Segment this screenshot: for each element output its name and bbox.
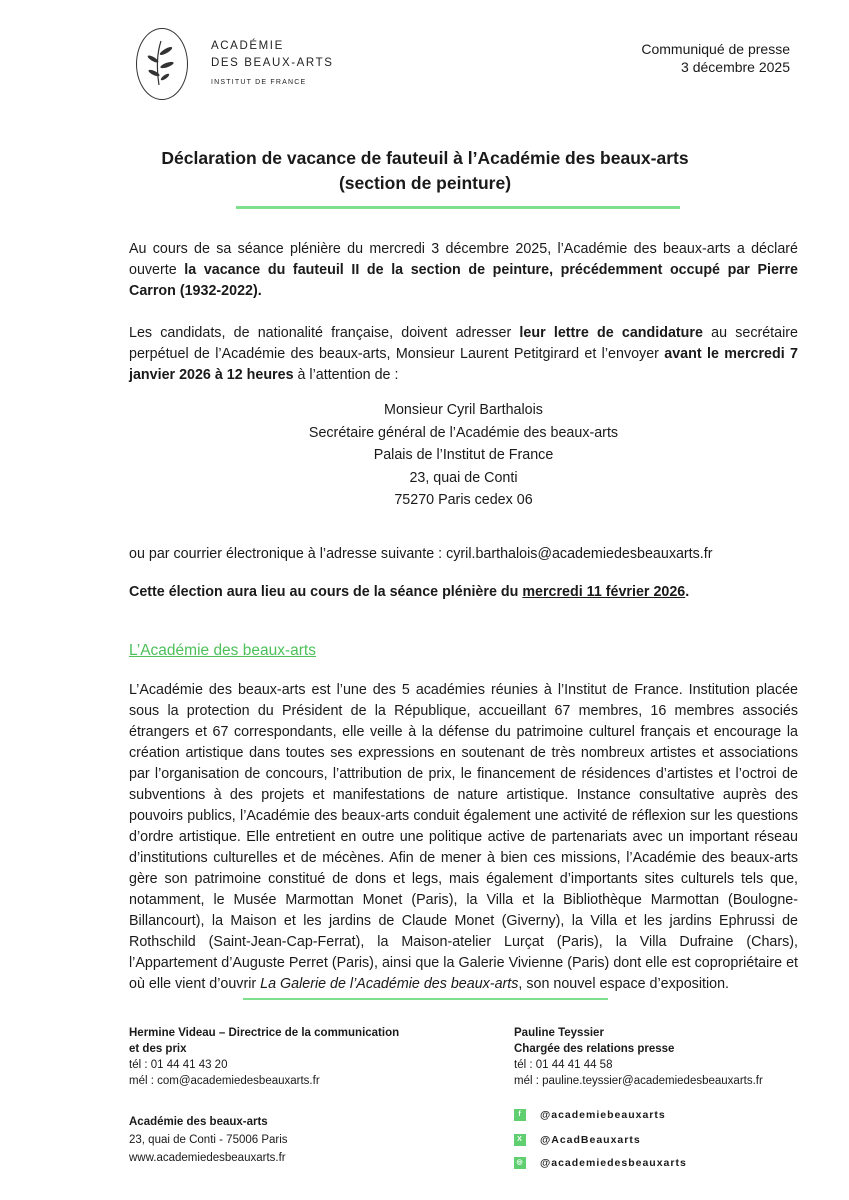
election-date: mercredi 11 février 2026 (522, 584, 686, 600)
logo-line-1: ACADÉMIE (211, 40, 284, 52)
address-line-2: Secrétaire général de l’Académie des beaux-arts (308, 424, 619, 441)
election-period: . (685, 584, 690, 600)
paragraph-election (129, 582, 798, 603)
academie-logo (136, 28, 188, 100)
election-text: Cette élection aura lieu au cours de la séance plénière du (129, 584, 523, 600)
social-x[interactable] (514, 1134, 641, 1146)
about-text: L’Académie des beaux-arts est l’une des 5 académies réunies à l’Institut de France. Institution placée sous la protection du Président de la République, accueillant 67 membres, 16 membres associés étrangers et 67 correspondants, elle veille à la défense du patrimoine culturel français et encourage la création artistique dans toutes ses expressions en soutenant de très nombreux artistes et associations par l’organisation de concours, l’attribution de prix, le financement de résidences d’artistes et l’octroi de subventions à des projets et manifestations de nature artistique. Instance consultative auprès des pouvoirs publics, l’Académie des beaux-arts conduit également une activité de réflexion sur les questions d’ordre artistique. Elle entretient en outre une politique active de partenariats avec un important réseau d’institutions culturelles et de mécènes. Afin de mener à bien ces missions, l’Académie des beaux-arts gère son patrimoine constitué de dons et legs, mais également d’importants sites culturels tels que, notamment, le Musée Marmottan Monet (Paris), la Villa et la Bibliothèque Marmottan (Boulogne-Billancourt), la Maison et les jardins de Claude Monet (Giverny), la Villa et les jardins Ephrussi de Rothschild (Saint-Jean-Cap-Ferrat), la Maison-atelier Lurçat (Paris), la Villa Dufraine (Chars), l’Appartement d’Auguste Perret (Paris), ainsi que la Galerie Vivienne (Paris) dont elle est copropriétaire et où elle vient d’ouvrir (129, 682, 798, 992)
contact2-name: Pauline Teyssier (514, 1027, 604, 1039)
title-divider (236, 206, 680, 209)
contact-communication (129, 1025, 399, 1089)
address-line-5: 75270 Paris cedex 06 (394, 492, 533, 508)
p2-text-a: Les candidats, de nationalité française, doivent adresser (129, 325, 520, 341)
section-heading: L’Académie des beaux-arts (129, 642, 316, 659)
paragraph-email (129, 544, 798, 565)
contact1-email: mél : com@academiedesbeauxarts.fr (129, 1075, 320, 1087)
instagram-icon: ◎ (514, 1157, 526, 1169)
logo-wordmark (211, 38, 334, 91)
org-website[interactable]: www.academiedesbeauxarts.fr (129, 1152, 286, 1164)
email-text: ou par courrier électronique à l’adresse suivante : cyril.barthalois@academiedesbeauxarts.fr (129, 546, 713, 562)
address-line-4: 23, quai de Conti (409, 469, 518, 486)
address-line-1: Monsieur Cyril Barthalois (384, 402, 543, 418)
postal-address (129, 399, 798, 512)
about-italic: La Galerie de l’Académie des beaux-arts (260, 976, 519, 992)
org-name: Académie des beaux-arts (129, 1116, 268, 1128)
social-instagram[interactable] (514, 1157, 687, 1169)
title-line-1: Déclaration de vacance de fauteuil à l’Académie des beaux-arts (161, 148, 689, 168)
p2-bold-letter: leur lettre de candidature (519, 325, 703, 341)
paragraph-candidates (129, 323, 798, 386)
press-release-header (560, 40, 790, 76)
org-address: 23, quai de Conti - 75006 Paris (129, 1134, 288, 1146)
press-label: Communiqué de presse (641, 41, 790, 57)
logo-line-2: DES BEAUX-ARTS (211, 57, 334, 69)
contact2-email: mél : pauline.teyssier@academiedesbeauxarts.fr (514, 1075, 763, 1087)
footer-divider (243, 998, 608, 1000)
p2-bold-deadline: avant le mercredi 7 janvier 2026 à 12 heures (129, 346, 799, 383)
contact1-phone: tél : 01 44 41 43 20 (129, 1059, 228, 1071)
contact-press (514, 1025, 763, 1089)
contact1-name: Hermine Videau – Directrice de la communication (129, 1027, 400, 1039)
address-line-3: Palais de l’Institut de France (373, 447, 554, 463)
p1-bold: la vacance du fauteuil II de la section de peinture, précédemment occupé par Pierre Carron (1932-2022). (129, 262, 798, 299)
logo-line-3: INSTITUT DE FRANCE (211, 79, 307, 86)
facebook-icon: f (514, 1109, 526, 1121)
p1-text: Au cours de sa séance plénière du mercredi 3 décembre 2025, l’Académie des beaux-arts a déclaré ouverte (129, 241, 798, 278)
instagram-handle: @academiedesbeauxarts (540, 1157, 687, 1169)
page-title (60, 146, 790, 196)
about-text-end: , son nouvel espace d’exposition. (518, 976, 730, 992)
p2-text-e: à l’attention de : (293, 367, 399, 383)
contact1-name-2: et des prix (129, 1043, 187, 1055)
organization-info (129, 1113, 288, 1167)
contact2-role: Chargée des relations presse (514, 1043, 675, 1055)
x-icon: X (514, 1134, 526, 1146)
paragraph-about (129, 680, 798, 995)
paragraph-vacancy (129, 239, 798, 302)
contact2-phone: tél : 01 44 41 44 58 (514, 1059, 613, 1071)
x-handle: @AcadBeauxarts (540, 1134, 641, 1146)
title-line-2: (section de peinture) (338, 173, 512, 193)
p2-text-c: au secrétaire perpétuel de l’Académie des beaux-arts, Monsieur Laurent Petitgirard et l’envoyer (129, 325, 798, 362)
leaf-emblem-icon (137, 29, 186, 98)
facebook-handle: @academiebeauxarts (540, 1109, 666, 1121)
press-date: 3 décembre 2025 (681, 59, 790, 75)
social-facebook[interactable] (514, 1109, 666, 1121)
